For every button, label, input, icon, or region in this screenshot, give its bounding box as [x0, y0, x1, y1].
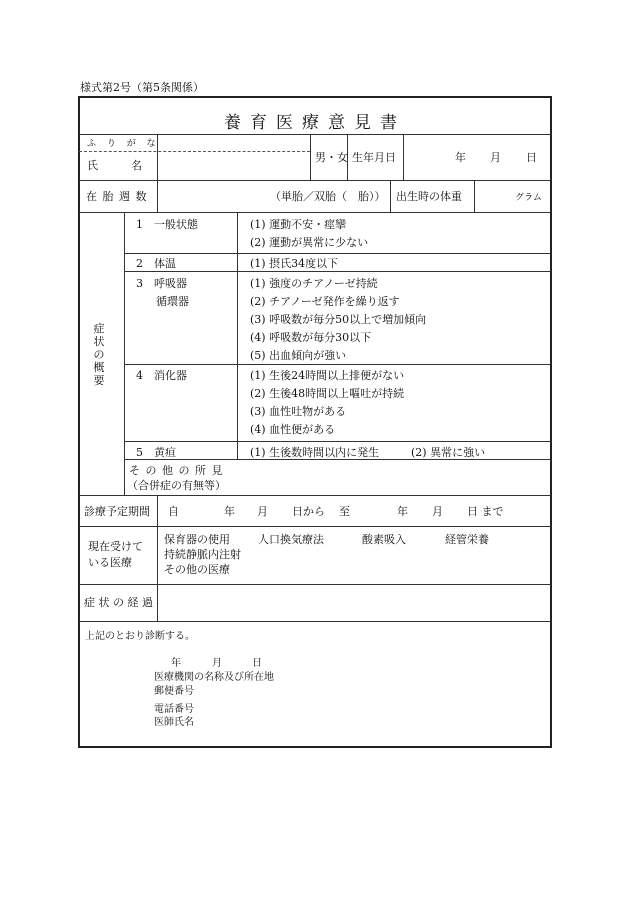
rule: [124, 253, 551, 254]
digestive-item[interactable]: (3) 血性吐物がある: [250, 405, 347, 418]
respiratory-item[interactable]: (2) チアノーゼ発作を繰り返す: [250, 295, 400, 308]
period-day-from: 日から: [292, 505, 325, 518]
doctor-label: 医師氏名: [154, 717, 194, 728]
respiratory-item[interactable]: (5) 出血傾向が強い: [250, 349, 347, 362]
treatment-option[interactable]: その他の医療: [164, 563, 230, 576]
sign-year: 年: [171, 658, 181, 669]
rule: [79, 134, 551, 135]
temperature-item[interactable]: (1) 摂氏34度以下: [250, 257, 339, 270]
rule: [310, 134, 311, 180]
treatment-option[interactable]: 持続静脈内注射: [164, 548, 241, 561]
digestive-item[interactable]: (2) 生後48時間以上嘔吐が持続: [250, 387, 405, 400]
period-day-to: 日 まで: [467, 505, 504, 518]
treatment-option[interactable]: 酸素吸入: [362, 533, 406, 546]
diagnosis-statement: 上記のとおり診断する。: [85, 631, 195, 642]
digestive-label: 4 消化器: [136, 369, 187, 382]
period-from: 自: [168, 505, 179, 518]
dob-month: 月: [490, 151, 501, 164]
name-label: 氏 名: [87, 159, 142, 172]
complications-label: （合併症の有無等）: [127, 479, 226, 492]
digestive-item[interactable]: (4) 血性便がある: [250, 423, 336, 436]
weight-unit: グラム: [515, 193, 542, 203]
period-year-from: 年: [224, 505, 235, 518]
phone-label: 電話番号: [154, 704, 194, 715]
digestive-item[interactable]: (1) 生後24時間以上排便がない: [250, 369, 405, 382]
furigana-rule: [79, 151, 310, 152]
sign-month: 月: [212, 658, 222, 669]
period-to: 至: [339, 505, 350, 518]
jaundice-item[interactable]: (2) 異常に強い: [411, 446, 486, 459]
birth-weight-label: 出生時の体重: [396, 190, 462, 203]
respiratory-item[interactable]: (3) 呼吸数が毎分50以上で増加傾向: [250, 313, 427, 326]
rule: [237, 212, 238, 459]
postal-label: 郵便番号: [154, 686, 194, 697]
rule: [157, 495, 158, 621]
general-label: 1 一般状態: [136, 218, 198, 231]
respiratory-item[interactable]: (1) 強度のチアノーゼ持続: [250, 277, 378, 290]
rule: [79, 495, 551, 496]
dob-label: 生年月日: [352, 151, 396, 164]
jaundice-label: 5 黄疸: [136, 446, 176, 459]
rule: [79, 212, 551, 213]
temperature-label: 2 体温: [136, 257, 176, 270]
respiratory-label: 3 呼吸器: [136, 277, 187, 290]
period-month-from: 月: [257, 505, 268, 518]
rule: [124, 441, 551, 442]
rule: [79, 526, 551, 527]
current-treatment-label: 現在受けて: [88, 540, 143, 553]
rule: [403, 134, 404, 180]
furigana-label: ふ り が な: [87, 139, 160, 149]
rule: [474, 180, 475, 212]
period-year-to: 年: [397, 505, 408, 518]
rule: [124, 364, 551, 365]
treatment-option[interactable]: 経管栄養: [445, 533, 489, 546]
general-item[interactable]: (2) 運動が異常に少ない: [250, 236, 369, 249]
sex-field[interactable]: 男・女: [315, 151, 348, 164]
form-code: 様式第2号（第5条関係）: [80, 81, 204, 94]
rule: [124, 459, 551, 460]
rule: [79, 584, 551, 585]
multiple-birth-field[interactable]: （単胎／双胎（ 胎））: [270, 190, 386, 203]
jaundice-item[interactable]: (1) 生後数時間以内に発生: [250, 446, 380, 459]
general-item[interactable]: (1) 運動不安・痙攣: [250, 218, 347, 231]
facility-label: 医療機関の名称及び所在地: [154, 672, 274, 683]
respiratory-item[interactable]: (4) 呼吸数が毎分30以下: [250, 331, 372, 344]
rule: [79, 621, 551, 622]
rule: [124, 212, 125, 495]
rule: [124, 271, 551, 272]
sign-day: 日: [252, 658, 262, 669]
form-title: 養育医療意見書: [224, 113, 406, 133]
rule: [79, 180, 551, 181]
dob-day: 日: [526, 151, 537, 164]
rule: [390, 180, 391, 212]
progress-label: 症 状 の 経 過: [84, 596, 153, 609]
symptoms-label: 症状の概要: [93, 322, 105, 387]
gestation-label: 在 胎 週 数: [86, 190, 148, 203]
dob-year: 年: [455, 151, 466, 164]
treatment-period-label: 診療予定期間: [84, 505, 150, 518]
period-month-to: 月: [432, 505, 443, 518]
circulatory-label: 循環器: [156, 295, 189, 308]
other-findings-label: そ の 他 の 所 見: [129, 464, 224, 477]
treatment-option[interactable]: 人口換気療法: [258, 533, 324, 546]
current-treatment-label: いる医療: [88, 556, 132, 569]
treatment-option[interactable]: 保育器の使用: [164, 533, 230, 546]
